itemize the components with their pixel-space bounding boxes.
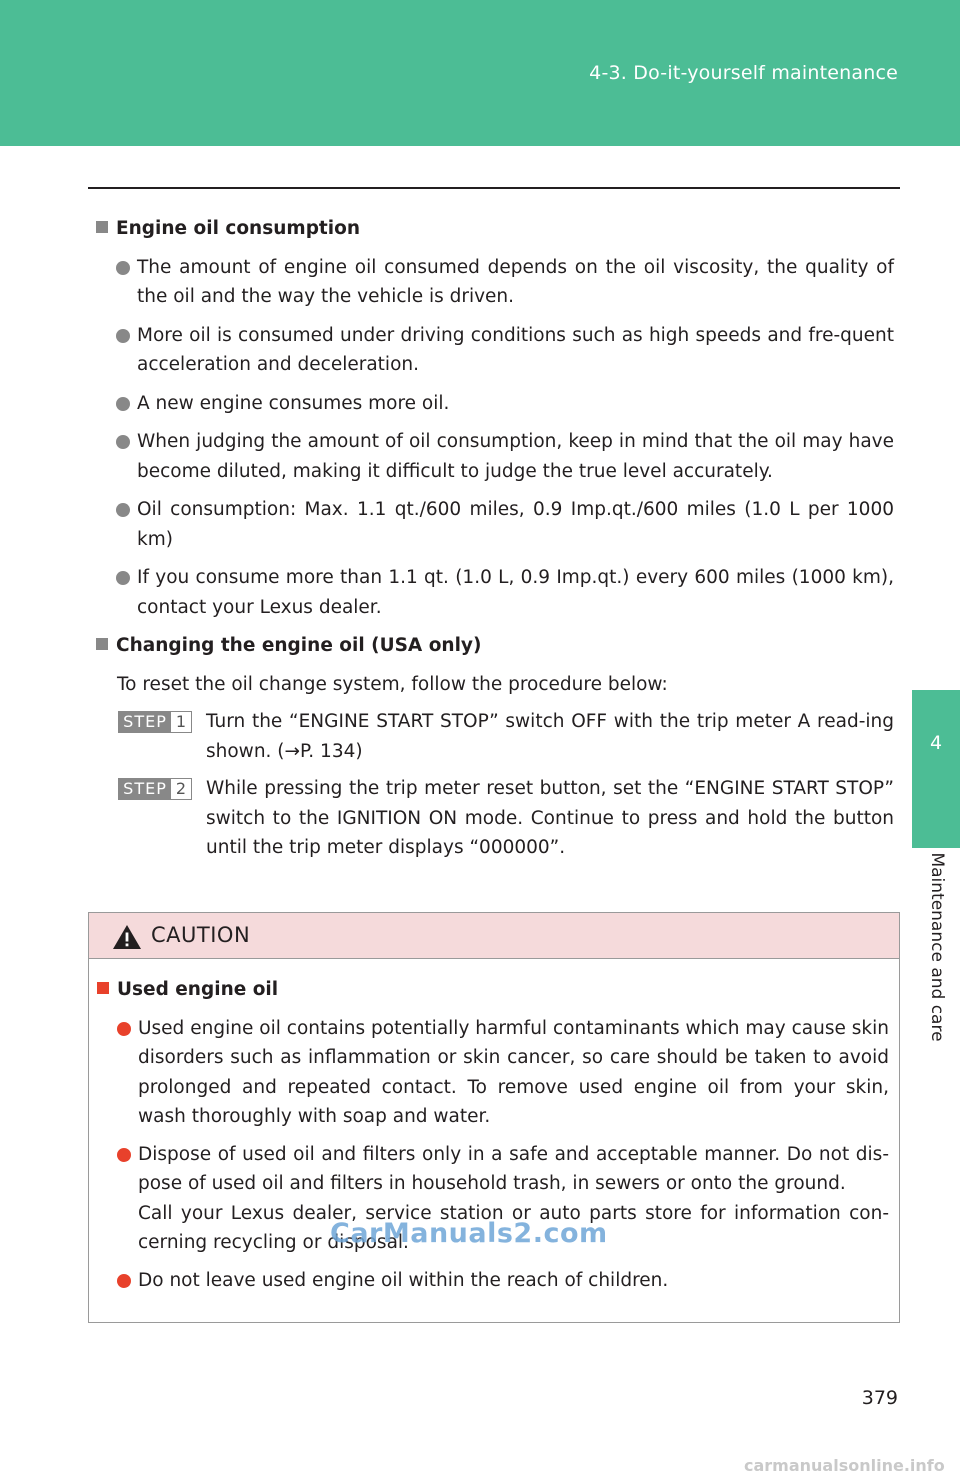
step-text: While pressing the trip meter reset button, set the “ENGINE START STOP” switch to the IGNITION ON mode. Continue to press and hold the button until the trip meter displays “000000”. [206,778,894,858]
list-item [116,321,894,380]
list-item-text: If you consume more than 1.1 qt. (1.0 L, 0.9 Imp.qt.) every 600 miles (1000 km), contact your Lexus dealer. [137,567,894,618]
chapter-tab [912,690,960,848]
chapter-title: Maintenance and care [927,852,947,1042]
section-heading-consumption [96,214,894,244]
step-label: STEP [119,712,171,732]
square-bullet-icon [96,221,108,233]
heading-text: Engine oil consumption [116,218,360,239]
main-content [96,214,894,871]
list-item [116,253,894,312]
chapter-label [922,852,952,1042]
step-badge [118,711,192,733]
step-item [118,774,894,863]
page-number: 379 [861,1387,898,1409]
round-bullet-icon [116,435,130,449]
caution-header [89,913,899,959]
round-bullet-icon [117,1022,131,1036]
list-item [116,389,894,419]
warning-icon [112,924,142,950]
heading-text: Used engine oil [117,979,279,1000]
list-item [116,563,894,622]
round-bullet-icon [116,397,130,411]
caution-body [97,975,889,1303]
step-number: 2 [175,779,187,798]
step-number: 1 [175,712,187,731]
list-item [116,427,894,486]
list-item-text-line: Dispose of used oil and filters only in a safe and acceptable manner. Do not dis-pose of used oil and filters in household trash, in sewers or onto the ground. [138,1143,889,1194]
caution-title: CAUTION [151,923,251,947]
round-bullet-icon [116,503,130,517]
intro-paragraph: To reset the oil change system, follow the procedure below: [117,673,668,695]
round-bullet-icon [117,1274,131,1288]
list-item-text: More oil is consumed under driving conditions such as high speeds and fre-quent acceleration and deceleration. [137,324,894,375]
section-heading-changing [96,631,894,661]
header-rule [88,187,900,189]
watermark-site: carmanualsonline.info [744,1456,945,1475]
list-item-text: Do not leave used engine oil within the reach of children. [138,1269,669,1291]
heading-text: Changing the engine oil (USA only) [116,635,482,656]
round-bullet-icon [117,1148,131,1162]
round-bullet-icon [116,571,130,585]
watermark-overlay: CarManuals2.com [330,1218,608,1249]
step-badge [118,778,192,800]
step-text: Turn the “ENGINE START STOP” switch OFF with the trip meter A read-ing shown. (→P. 134) [206,711,894,762]
caution-box [88,912,900,1323]
list-item [117,1014,889,1132]
list-item-text: A new engine consumes more oil. [137,392,450,414]
round-bullet-icon [116,329,130,343]
section-title: 4-3. Do-it-yourself maintenance [589,62,898,84]
square-bullet-icon [96,638,108,650]
list-item [116,495,894,554]
list-item-text-continuation: Call your Lexus dealer, service station or auto parts store for information con-cerning recycling or disposal. [138,1202,889,1253]
caution-heading [97,975,889,1005]
list-item-text: Oil consumption: Max. 1.1 qt./600 miles, 0.9 Imp.qt./600 miles (1.0 L per 1000 km) [137,499,894,550]
step-label: STEP [119,779,171,799]
chapter-number: 4 [929,732,943,754]
header-band [0,0,960,146]
step-item [118,707,894,766]
list-item-text: When judging the amount of oil consumption, keep in mind that the oil may have become diluted, making it difficult to judge the true level accurately. [137,431,894,482]
list-item-text: The amount of engine oil consumed depends on the oil viscosity, the quality of the oil and the way the vehicle is driven. [137,256,894,307]
list-item-text: Used engine oil contains potentially harmful contaminants which may cause skin disorders such as inflammation or skin cancer, so care should be taken to avoid prolonged and repeated contact. To remove used engine oil from your skin, wash thoroughly with soap and water. [138,1017,889,1127]
list-item [117,1266,889,1296]
square-bullet-icon [97,982,109,994]
round-bullet-icon [116,261,130,275]
